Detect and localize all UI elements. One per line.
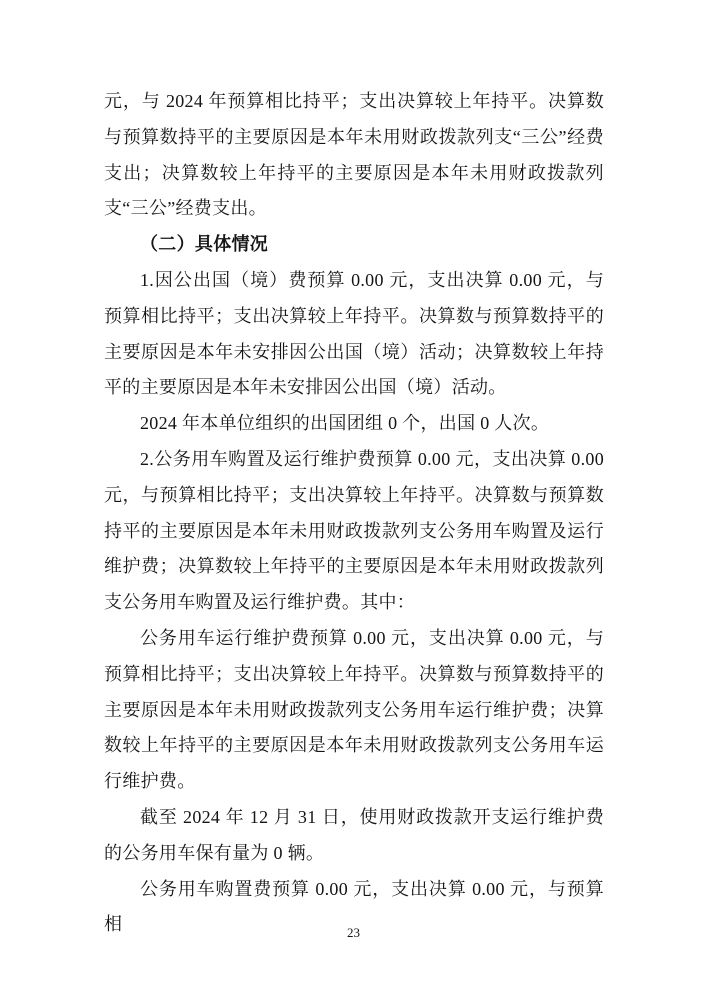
text-content [104,84,604,943]
paragraph-vehicle-maintenance: 公务用车运行维护费预算 0.00 元，支出决算 0.00 元，与预算相比持平；支出决算较上年持平。决算数与预算数持平的主要原因是本年未用财政拨款列支公务用车运行维护费；决算数较上年持平的主要原因是本年未用财政拨款列支公务用车运行维护费。 [104,627,604,792]
paragraph-overseas-groups: 2024 年本单位组织的出国团组 0 个，出国 0 人次。 [140,413,550,434]
section-heading: （二）具体情况 [140,234,269,255]
page-number: 23 [347,925,360,940]
paragraph-vehicle-count: 截至 2024 年 12 月 31 日，使用财政拨款开支运行维护费的公务用车保有量为 0 辆。 [104,806,604,863]
paragraph-item-2-official-vehicles: 2.公务用车购置及运行维护费预算 0.00 元，支出决算 0.00 元，与预算相比持平；支出决算较上年持平。决算数与预算数持平的主要原因是本年未用财政拨款列支公务用车购置及运行维护费；决算数较上年持平的主要原因是本年未用财政拨款列支公务用车购置及运行维护费。其中： [104,448,604,613]
paragraph-continuation: 元，与 2024 年预算相比持平；支出决算较上年持平。决算数与预算数持平的主要原因是本年未用财政拨款列支“三公”经费支出；决算数较上年持平的主要原因是本年未用财政拨款列支“三公”经费支出。 [104,91,604,219]
paragraph-vehicle-purchase-cutoff: 公务用车购置费预算 0.00 元，支出决算 0.00 元，与预算相 [104,878,604,935]
paragraph-item-1-overseas-travel: 1.因公出国（境）费预算 0.00 元，支出决算 0.00 元，与预算相比持平；支出决算较上年持平。决算数与预算数持平的主要原因是本年未安排因公出国（境）活动；决算数较上年持平的主要原因是本年未安排因公出国（境）活动。 [104,269,604,398]
